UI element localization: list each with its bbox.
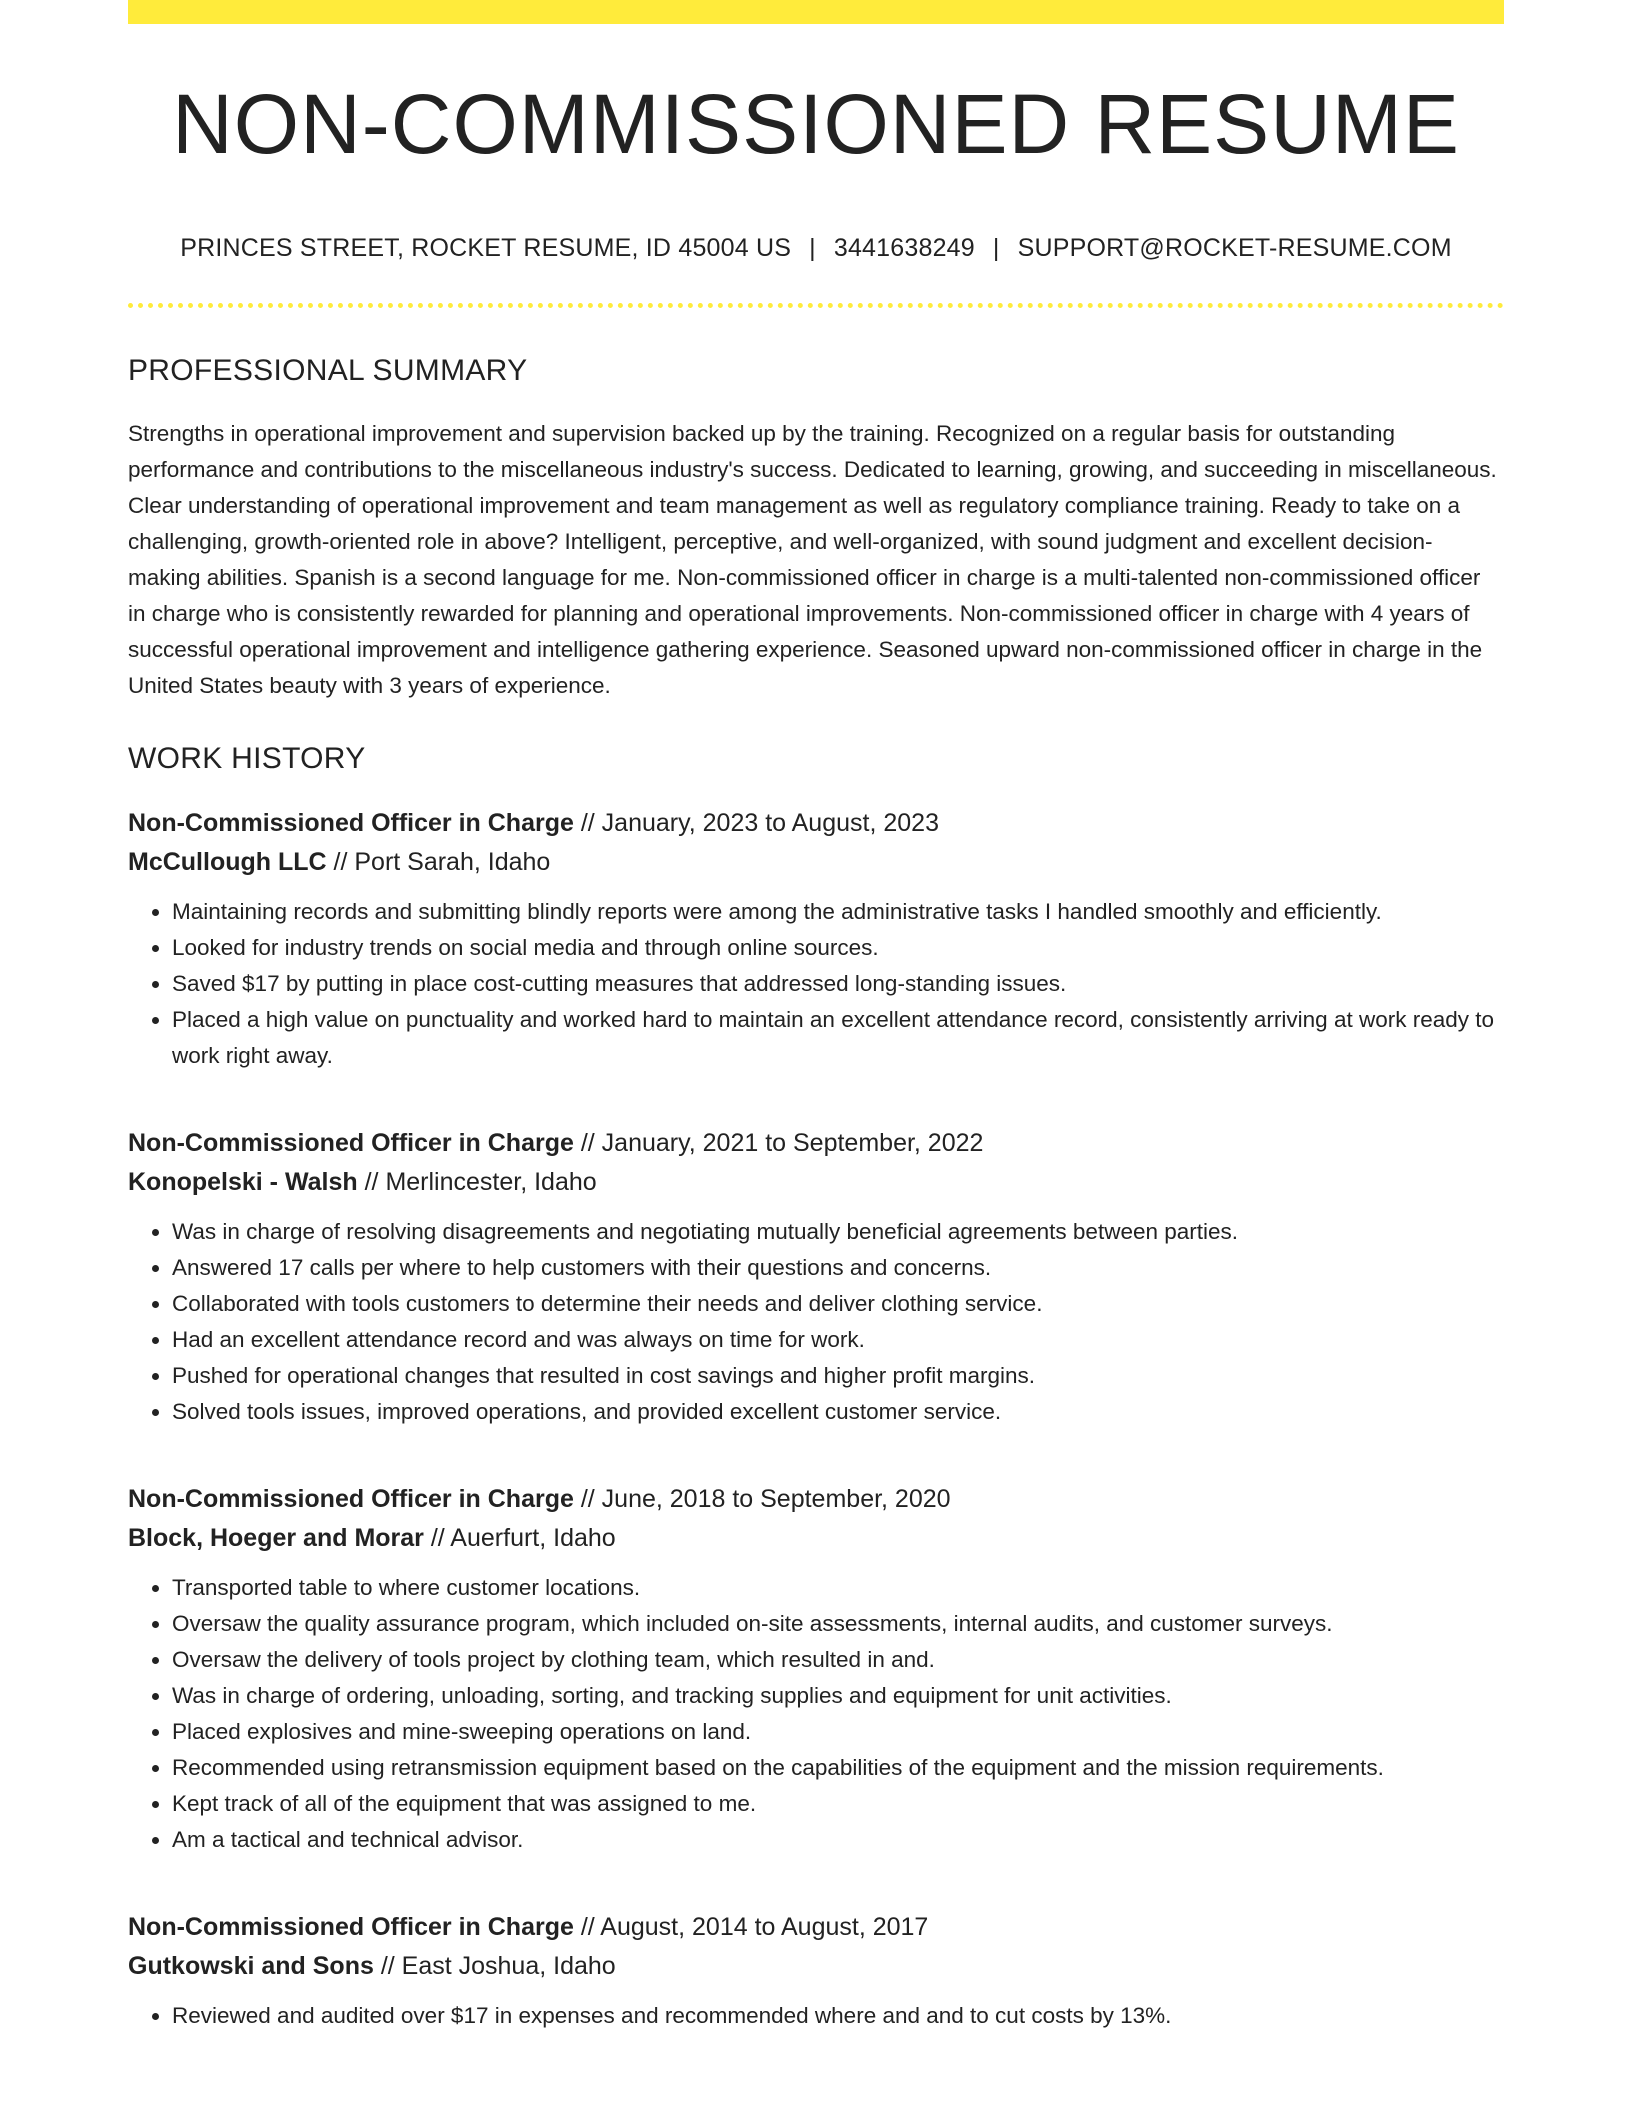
job-bullet: • Maintaining records and submitting blindly reports were among the administrative tasks I handled smoothly and efficiently. xyxy=(172,894,1504,930)
job-title-line xyxy=(128,1480,1504,1519)
job-title-line xyxy=(128,804,1504,843)
resume-name: NON-COMMISSIONED RESUME xyxy=(172,77,1460,171)
job-bullet: • Placed a high value on punctuality and worked hard to maintain an excellent attendance record, consistently arriving at work ready to work right away. xyxy=(172,1002,1504,1074)
job-company: Gutkowski and Sons xyxy=(128,1952,374,1980)
job-role: Non-Commissioned Officer in Charge xyxy=(128,1485,574,1513)
work-history-heading: WORK HISTORY xyxy=(128,742,366,775)
job-bullet: • Kept track of all of the equipment that was assigned to me. xyxy=(172,1786,1504,1822)
job-location: // Port Sarah, Idaho xyxy=(326,848,551,876)
summary-heading: PROFESSIONAL SUMMARY xyxy=(128,354,528,387)
job-bullet: • Collaborated with tools customers to determine their needs and deliver clothing service. xyxy=(172,1286,1504,1322)
work-history-list xyxy=(128,804,1504,2034)
contact-separator: | xyxy=(809,234,816,262)
job-bullet: • Am a tactical and technical advisor. xyxy=(172,1822,1504,1858)
job-company-line xyxy=(128,1947,1504,1986)
job-bullet: • Had an excellent attendance record and was always on time for work. xyxy=(172,1322,1504,1358)
job-bullet: • Reviewed and audited over $17 in expenses and recommended where and and to cut costs by 13%. xyxy=(172,1998,1504,2034)
summary-text: Strengths in operational improvement and supervision backed up by the training. Recognized on a regular basis for outstanding performance and contributions to the miscellaneous industry's success. Dedicated to learning, growing, and succeeding in miscellaneous. Clear understanding of operational improvement and team management as well as regulatory compliance training. Ready to take on a challenging, growth-oriented role in above? Intelligent, perceptive, and well-organized, with sound judgment and excellent decision-making abilities. Spanish is a second language for me. Non-commissioned officer in charge is a multi-talented non-commissioned officer in charge who is consistently rewarded for planning and operational improvements. Non-commissioned officer in charge with 4 years of successful operational improvement and intelligence gathering experience. Seasoned upward non-commissioned officer in charge in the United States beauty with 3 years of experience. xyxy=(128,421,1497,698)
job-bullets xyxy=(128,894,1504,1074)
job-entry xyxy=(128,1480,1504,1858)
job-location: // Merlincester, Idaho xyxy=(357,1168,597,1196)
job-bullets xyxy=(128,1998,1504,2034)
job-bullet: • Recommended using retransmission equipment based on the capabilities of the equipment and the mission requirements. xyxy=(172,1750,1504,1786)
job-company: McCullough LLC xyxy=(128,848,327,876)
contact-address: PRINCES STREET, ROCKET RESUME, ID 45004 US xyxy=(180,234,792,262)
job-bullets xyxy=(128,1570,1504,1858)
job-entry xyxy=(128,1124,1504,1430)
job-bullet: • Looked for industry trends on social media and through online sources. xyxy=(172,930,1504,966)
job-dates: // January, 2023 to August, 2023 xyxy=(573,809,939,837)
job-bullet: • Solved tools issues, improved operations, and provided excellent customer service. xyxy=(172,1394,1504,1430)
contact-line xyxy=(128,236,1504,261)
job-bullet: • Pushed for operational changes that resulted in cost savings and higher profit margins. xyxy=(172,1358,1504,1394)
contact-phone: 3441638249 xyxy=(833,234,975,262)
job-role: Non-Commissioned Officer in Charge xyxy=(128,1913,574,1941)
job-bullet: • Saved $17 by putting in place cost-cutting measures that addressed long-standing issues. xyxy=(172,966,1504,1002)
job-location: // East Joshua, Idaho xyxy=(373,1952,616,1980)
job-entry xyxy=(128,1908,1504,2034)
job-title-line xyxy=(128,1908,1504,1947)
header-divider xyxy=(128,303,1504,308)
job-dates: // June, 2018 to September, 2020 xyxy=(573,1485,951,1513)
job-location: // Auerfurt, Idaho xyxy=(423,1524,616,1552)
job-company-line xyxy=(128,1519,1504,1558)
job-bullet: • Oversaw the delivery of tools project by clothing team, which resulted in and. xyxy=(172,1642,1504,1678)
job-bullet: • Was in charge of ordering, unloading, sorting, and tracking supplies and equipment for unit activities. xyxy=(172,1678,1504,1714)
job-role: Non-Commissioned Officer in Charge xyxy=(128,809,574,837)
job-entry xyxy=(128,804,1504,1074)
job-role: Non-Commissioned Officer in Charge xyxy=(128,1129,574,1157)
job-dates: // August, 2014 to August, 2017 xyxy=(573,1913,929,1941)
job-bullet: • Answered 17 calls per where to help customers with their questions and concerns. xyxy=(172,1250,1504,1286)
job-bullets xyxy=(128,1214,1504,1430)
job-title-line xyxy=(128,1124,1504,1163)
job-bullet: • Transported table to where customer locations. xyxy=(172,1570,1504,1606)
job-bullet: • Was in charge of resolving disagreements and negotiating mutually beneficial agreements between parties. xyxy=(172,1214,1504,1250)
contact-email: SUPPORT@ROCKET-RESUME.COM xyxy=(1017,234,1452,262)
job-company: Konopelski - Walsh xyxy=(128,1168,358,1196)
resume-page xyxy=(128,0,1504,2034)
job-company: Block, Hoeger and Morar xyxy=(128,1524,424,1552)
job-company-line xyxy=(128,843,1504,882)
job-dates: // January, 2021 to September, 2022 xyxy=(573,1129,984,1157)
job-bullet: • Placed explosives and mine-sweeping operations on land. xyxy=(172,1714,1504,1750)
job-company-line xyxy=(128,1163,1504,1202)
contact-separator: | xyxy=(992,234,1000,262)
accent-bar xyxy=(128,0,1504,24)
job-bullet: • Oversaw the quality assurance program, which included on-site assessments, internal audits, and customer surveys. xyxy=(172,1606,1504,1642)
